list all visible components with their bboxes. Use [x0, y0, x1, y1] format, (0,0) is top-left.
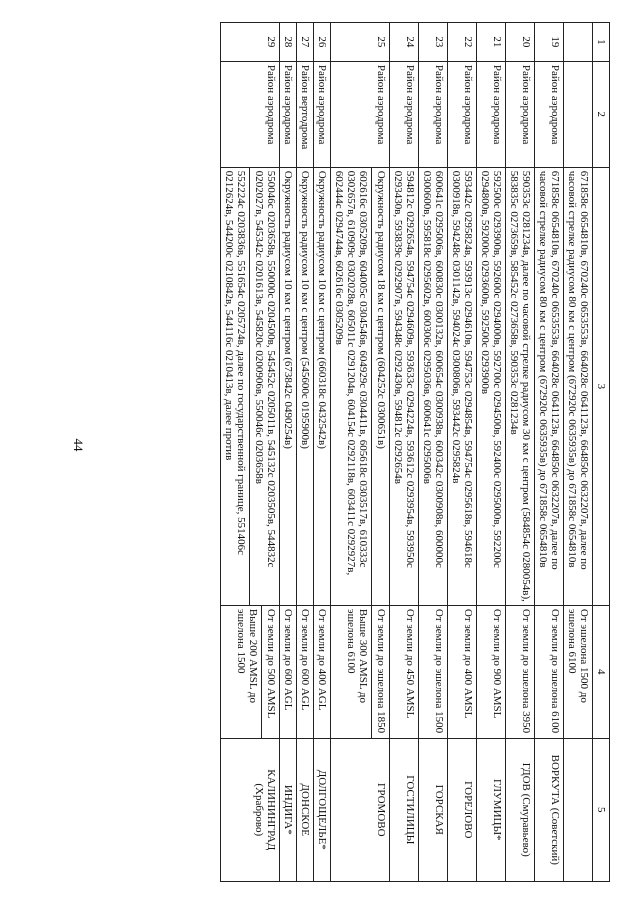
header-col-4: 4	[593, 605, 610, 738]
aerodrome-name	[390, 738, 419, 881]
table-row	[297, 23, 314, 882]
vertical-limits	[535, 605, 564, 738]
vertical-limits-text: От земли до 400 AGL	[316, 608, 328, 711]
aerodrome-name	[477, 738, 506, 881]
airspace-type	[390, 61, 419, 167]
vertical-limits-text: От земли до 400 AMSL	[462, 608, 474, 719]
aerodrome-name	[280, 738, 297, 881]
page-number: 44	[71, 438, 86, 452]
boundary-coordinates-text: Окружность радиусом 10 км с центром (545600c 0195900в)	[299, 170, 311, 449]
airspace-type-text: Район аэродрома	[520, 64, 532, 145]
vertical-limits-secondary-text: Выше 300 AMSL до эшелона 6100	[343, 606, 372, 738]
aerodrome-name-text: ДОНСКОЕ	[299, 783, 311, 837]
table-row	[390, 23, 419, 882]
aerodrome-name	[297, 738, 314, 881]
vertical-limits	[448, 605, 477, 738]
vertical-limits-secondary-text: Выше 200 AMSL до эшелона 1500	[233, 606, 262, 738]
vertical-limits	[221, 605, 280, 738]
boundary-coordinates	[297, 167, 314, 605]
boundary-coordinates-text: 592500c 0293900в, 592600c 0294000в, 592700c 0294500в, 592400c 0295000в, 592200c 0294800в, 592000c 0293600в, 592500c 0293900в	[479, 170, 503, 568]
vertical-limits	[297, 605, 314, 738]
airspace-type	[280, 61, 297, 167]
row-number	[314, 23, 331, 62]
airspace-type	[297, 61, 314, 167]
airspace-type-text: Район аэродрома	[491, 64, 503, 145]
airspace-type	[506, 61, 535, 167]
boundary-coordinates	[419, 167, 448, 605]
row-number	[535, 23, 564, 62]
row-number-text: 26	[316, 36, 328, 48]
row-number	[506, 23, 535, 62]
boundary-coordinates-text: 671858c 0654810в, 670240c 0653553в, 664028c 0641123в, 664850c 0632207в, далее по часовой стрелке радиусом 80 км с центром (672920c 0635935в) до 671858c 0654810в	[566, 170, 590, 570]
boundary-coordinates-text: 600641c 0295006в, 600830c 0300132в, 600654c 0300938в, 600342c 0300908в, 600000c 0300600в, 595818c 0295602в, 600306c 0295036в, 600641c 0295006в	[421, 170, 445, 568]
row-number-text: 20	[520, 36, 532, 48]
table-row	[564, 23, 593, 882]
boundary-coordinates-text: 550046c 0203658в, 550000c 0204500в, 545452c 0205011в, 545132c 0203505в, 544832c 0202027в, 545342c 0201613в, 545820c 0200906в, 550046c 0203658в	[253, 170, 277, 568]
table-row	[535, 23, 564, 882]
boundary-coordinates	[331, 167, 390, 605]
table-row	[419, 23, 448, 882]
airspace-table	[220, 22, 610, 882]
aerodrome-name-text: ДОЛГОЩЕЛЬЕ*	[316, 769, 328, 850]
row-number-text: 19	[549, 36, 561, 48]
table-body	[221, 23, 593, 882]
aerodrome-name	[506, 738, 535, 881]
row-number-text: 24	[404, 36, 416, 48]
row-number-text: 22	[462, 36, 474, 48]
vertical-limits	[331, 605, 390, 738]
table-row	[331, 23, 390, 882]
aerodrome-name-text: ГРОМОВО	[375, 783, 387, 837]
aerodrome-name-text: ГОСТИЛИЦЫ	[404, 775, 416, 845]
vertical-limits	[506, 605, 535, 738]
airspace-type	[535, 61, 564, 167]
aerodrome-name	[221, 738, 280, 881]
airspace-type-text: Район вертодрома	[299, 64, 311, 150]
vertical-limits-text: От земли до эшелона 1500	[433, 608, 445, 734]
boundary-coordinates-text: Окружность радиусом 10 км с центром (660318c 0432542в)	[316, 170, 328, 449]
row-number-text: 25	[375, 36, 387, 48]
boundary-coordinates-secondary-text: 552224c 0203836в, 551654c 0205724в, далее по государственной границе, 551406c 0212624в, 544200c 0210842в, 544116c 0210413в, далее против	[221, 168, 250, 605]
boundary-coordinates-text: Окружность радиусом 10 км с центром (673842c 0490254в)	[282, 170, 294, 449]
row-number	[297, 23, 314, 62]
table-row	[280, 23, 297, 882]
airspace-type	[419, 61, 448, 167]
row-number	[390, 23, 419, 62]
vertical-limits-text: От земли до эшелона 3950	[520, 608, 532, 734]
boundary-coordinates	[390, 167, 419, 605]
vertical-limits	[564, 605, 593, 738]
row-number-text: 21	[491, 36, 503, 48]
boundary-coordinates-text: 594812c 0292654в, 594754c 0294609в, 593633c 0294224в, 593612c 0293954в, 593950c 0293430в, 593839c 0292907в, 594348c 0292430в, 594812c 0292654в	[392, 170, 416, 568]
vertical-limits-text: От эшелона 1500 до эшелона 6100	[566, 608, 590, 703]
airspace-type-text: Район аэродрома	[404, 64, 416, 145]
airspace-type-text: Район аэродрома	[549, 64, 561, 145]
row-number	[477, 23, 506, 62]
airspace-type-text: Район аэродрома	[375, 64, 387, 145]
aerodrome-name-text: ГОРСКАЯ	[433, 784, 445, 835]
aerodrome-name-text: ГЛУМИЦЫ*	[491, 779, 503, 841]
vertical-limits	[280, 605, 297, 738]
row-number	[448, 23, 477, 62]
header-col-2: 2	[593, 61, 610, 167]
boundary-coordinates	[535, 167, 564, 605]
airspace-type	[221, 61, 280, 167]
table-row	[477, 23, 506, 882]
aerodrome-name-text: КАЛИНИНГРАД (Храброво)	[253, 769, 277, 851]
aerodrome-name-text: ГДОВ (Смуравьево)	[520, 762, 532, 857]
rotated-table-canvas	[110, 22, 610, 882]
row-number	[419, 23, 448, 62]
vertical-limits-text: От земли до 900 AMSL	[491, 608, 503, 719]
aerodrome-name	[564, 738, 593, 881]
row-number-text: 29	[265, 36, 277, 48]
table-row	[221, 23, 280, 882]
row-number-text: 28	[282, 36, 294, 48]
airspace-type-text: Район аэродрома	[282, 64, 294, 145]
airspace-type	[477, 61, 506, 167]
vertical-limits	[419, 605, 448, 738]
row-number-text: 23	[433, 36, 445, 48]
boundary-coordinates	[314, 167, 331, 605]
boundary-coordinates-text: 593442c 0295824в, 593913c 0294610в, 594753c 0294854в, 594754c 0295618в, 594618c 0300918в, 594248c 0301142в, 594024c 0300806в, 593442c 0295824в	[450, 170, 474, 568]
row-number-text: 27	[299, 36, 311, 48]
boundary-coordinates-text: 671858c 0654810в, 670240c 0653553в, 664028c 0641123в, 664850c 0632207в, далее по часовой стрелке радиусом 80 км с центром (672920c 0635935в) до 671858c 0654810в	[537, 170, 561, 570]
row-number	[221, 23, 280, 62]
table-row	[314, 23, 331, 882]
boundary-coordinates	[280, 167, 297, 605]
vertical-limits	[390, 605, 419, 738]
aerodrome-name-text: ГОРЕЛОВО	[462, 781, 474, 839]
boundary-coordinates	[477, 167, 506, 605]
aerodrome-name-text: ВОРКУТА (Советский)	[549, 754, 561, 865]
header-row	[593, 23, 610, 882]
airspace-type-text: Район аэродрома	[265, 64, 277, 145]
boundary-coordinates	[564, 167, 593, 605]
airspace-type-text: Район аэродрома	[433, 64, 445, 145]
header-col-5: 5	[593, 738, 610, 881]
airspace-type	[564, 61, 593, 167]
boundary-coordinates	[506, 167, 535, 605]
vertical-limits-text: От земли до эшелона 1850	[375, 608, 387, 734]
airspace-type	[314, 61, 331, 167]
airspace-type	[448, 61, 477, 167]
boundary-coordinates-text: Окружность радиусом 18 км с центром (604252c 0300651в)	[375, 170, 387, 449]
table-row	[506, 23, 535, 882]
table-row	[448, 23, 477, 882]
boundary-coordinates-text: 590353c 0281234в, далее по часовой стрелке радиусом 30 км с центром (584854c 0280054в), 583835c 0273659в, 585452c 0273658в, 590353c 0281234в	[508, 170, 532, 602]
vertical-limits-text: От земли до 500 AMSL	[265, 608, 277, 719]
airspace-type-text: Район аэродрома	[316, 64, 328, 145]
aerodrome-name-text: ИНДИГА*	[282, 784, 294, 835]
aerodrome-name	[448, 738, 477, 881]
airspace-type-text: Район аэродрома	[462, 64, 474, 145]
vertical-limits-text: От земли до 600 AGL	[282, 608, 294, 711]
vertical-limits	[477, 605, 506, 738]
vertical-limits-text: От земли до 600 AGL	[299, 608, 311, 711]
row-number	[280, 23, 297, 62]
row-number	[331, 23, 390, 62]
airspace-type	[331, 61, 390, 167]
vertical-limits	[314, 605, 331, 738]
boundary-coordinates	[221, 167, 280, 605]
aerodrome-name	[314, 738, 331, 881]
aerodrome-name	[535, 738, 564, 881]
vertical-limits-text: От земли до эшелона 6100	[549, 608, 561, 734]
header-col-1: 1	[593, 23, 610, 62]
boundary-coordinates-secondary-text: 602616c 0305209в, 604005c 0304546в, 604929c 0304411в, 605618c 0303517в, 610333c 0302657в, 610909c 0302028в, 605011c 0291204в, 604154c 0292118в, 603411c 0292927в, 602444c 0294744в, 602616c 0305209в	[331, 168, 372, 605]
header-col-3: 3	[593, 167, 610, 605]
boundary-coordinates	[448, 167, 477, 605]
aerodrome-name	[419, 738, 448, 881]
row-number	[564, 23, 593, 62]
vertical-limits-text: От земли до 450 AMSL	[404, 608, 416, 719]
aerodrome-name	[331, 738, 390, 881]
